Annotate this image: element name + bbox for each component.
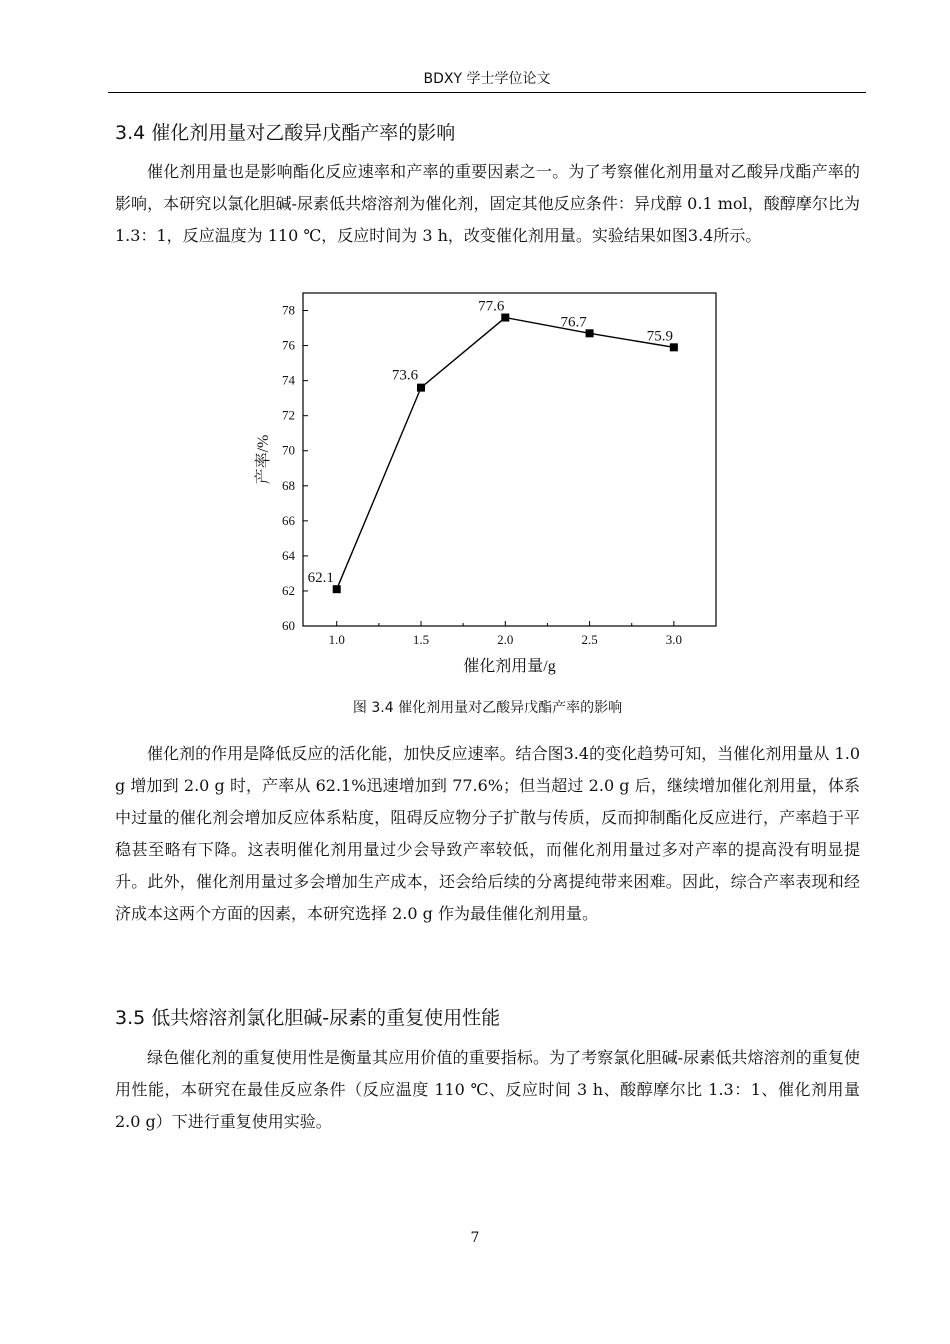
data-point xyxy=(670,343,678,351)
data-point xyxy=(586,329,594,337)
series-line xyxy=(337,318,674,590)
paragraph-3-4-discussion: 催化剂的作用是降低反应的活化能，加快反应速率。结合图3.4的变化趋势可知，当催化剂用量从 1.0 g 增加到 2.0 g 时，产率从 62.1%迅速增加到 77.6%；但当超过 2.0 g 后，继续增加催化剂用量，体系中过量的催化剂会增加反应体系粘度，阻碍反应物分子扩散与传质，反而抑制酯化反应进行，产率趋于平稳甚至略有下降。这表明催化剂用量过少会导致产率较低，而催化剂用量过多对产率的提高没有明显提升。此外，催化剂用量过多会增加生产成本，还会给后续的分离提纯带来困难。因此，综合产率表现和经济成本这两个方面的因素，本研究选择 2.0 g 作为最佳催化剂用量。 xyxy=(115,744,860,923)
x-tick-label: 2.5 xyxy=(581,632,598,647)
data-point xyxy=(417,384,425,392)
y-tick-label: 68 xyxy=(282,477,295,493)
x-tick-label: 1.5 xyxy=(412,632,430,647)
page-number: 7 xyxy=(470,1230,480,1246)
y-tick-label: 66 xyxy=(282,512,295,528)
data-label: 73.6 xyxy=(391,367,419,384)
paragraph-3-5-intro: 绿色催化剂的重复使用性是衡量其应用价值的重要指标。为了考察氯化胆碱-尿素低共熔溶剂的重复使用性能，本研究在最佳反应条件（反应温度 110 ℃、反应时间 3 h、酸醇摩尔比 1.3：1、催化剂用量 2.0 g）下进行重复使用实验。 xyxy=(115,1048,860,1131)
figure-caption: 图 3.4 催化剂用量对乙酸异戊酯产率的影响 xyxy=(352,700,623,716)
x-tick-label: 1.0 xyxy=(328,632,345,647)
x-tick-label: 3.0 xyxy=(665,632,682,647)
section-heading-3-5: 3.5 低共熔溶剂氯化胆碱-尿素的重复使用性能 xyxy=(115,1007,501,1029)
x-tick-label: 2.0 xyxy=(497,632,514,647)
y-tick-label: 70 xyxy=(282,442,295,458)
data-label: 77.6 xyxy=(478,298,505,315)
header-rule xyxy=(108,92,866,93)
y-tick-label: 60 xyxy=(282,618,295,633)
y-tick-label: 72 xyxy=(282,407,295,423)
y-tick-label: 74 xyxy=(282,372,295,388)
y-tick-label: 62 xyxy=(282,582,295,598)
paragraph-3-4-intro: 催化剂用量也是影响酯化反应速率和产率的重要因素之一。为了考察催化剂用量对乙酸异戊酯产率的影响，本研究以氯化胆碱-尿素低共熔溶剂为催化剂，固定其他反应条件：异戊醇 0.1 mol，酸醇摩尔比为 1.3：1，反应温度为 110 ℃，反应时间为 3 h，改变催化剂用量。实验结果如图3.4所示。 xyxy=(115,162,860,245)
data-label: 76.7 xyxy=(560,314,587,331)
y-tick-label: 64 xyxy=(282,547,295,563)
y-tick-label: 76 xyxy=(282,337,295,353)
data-label: 75.9 xyxy=(646,328,673,345)
running-header: BDXY 学士学位论文 xyxy=(423,71,551,87)
x-axis-label: 催化剂用量/g xyxy=(463,658,556,675)
data-point xyxy=(333,585,341,593)
section-heading-3-4: 3.4 催化剂用量对乙酸异戊酯产率的影响 xyxy=(115,122,456,144)
y-tick-label: 78 xyxy=(282,302,295,318)
y-axis-label: 产率/% xyxy=(255,434,272,485)
data-label: 62.1 xyxy=(307,570,334,587)
yield-vs-catalyst-chart xyxy=(240,285,740,685)
data-point xyxy=(501,314,509,322)
